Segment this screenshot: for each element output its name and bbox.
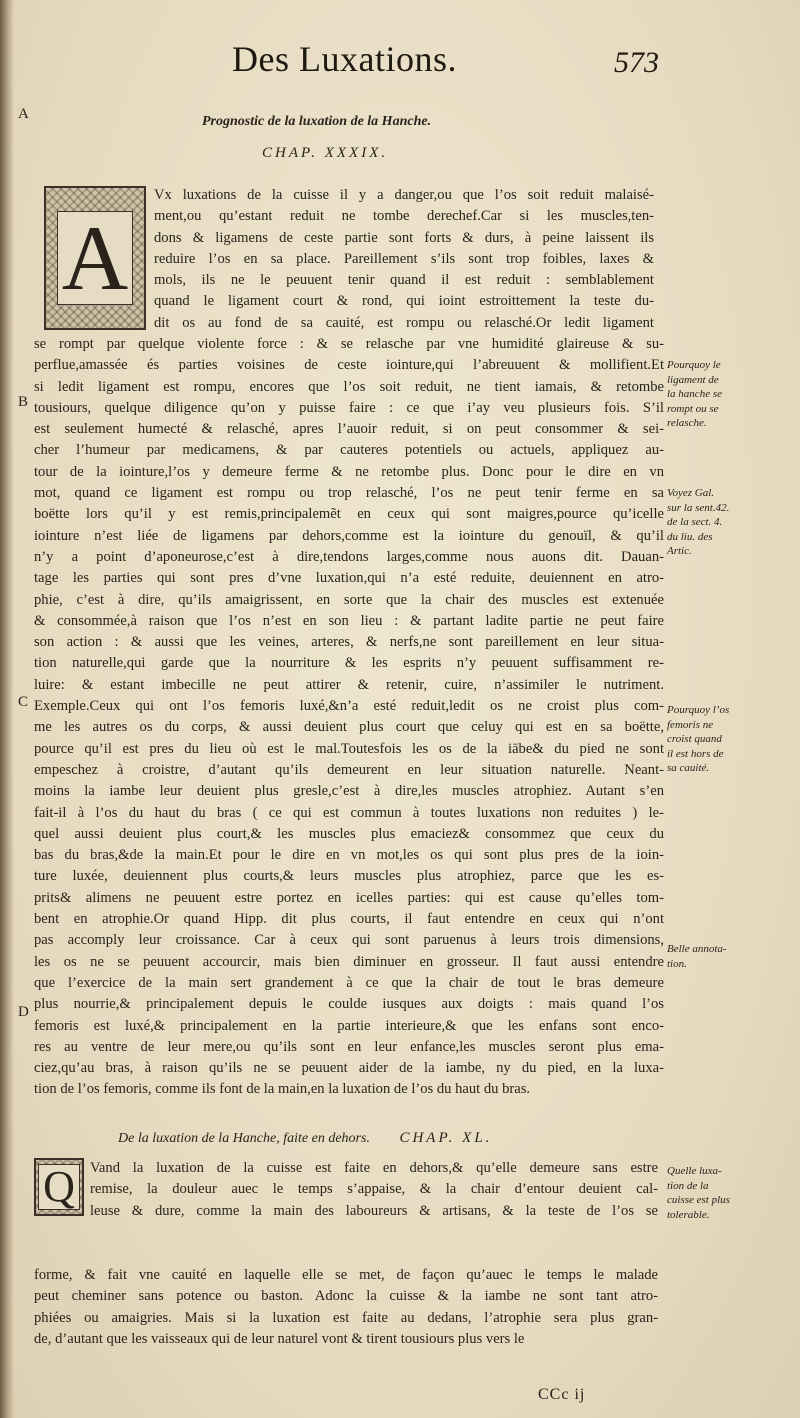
text-line: si ledit ligament est rompu, encores que l’os soit reduit, ne tient iamais, & retombe [34,378,664,395]
text-line: me les autres os du corps, & aussi deuient plus court que celuy qui est en sa boëtte, [34,719,664,736]
text-line: Exemple.Ceux qui ont l’os femoris luxé,&n’a esté reduit,ledit os ne croist plus com- [34,698,664,715]
decorated-initial-2 [34,1158,84,1216]
margin-note-line: croist quand [667,733,722,745]
text-line: quel aussi deuient plus court,& les muscles plus emaciez& consommez que ceux du [34,825,664,842]
text-line: les os ne se peuuent accourcir, mais bien diminuer en grosseur. Il faut aussi entendre [34,953,664,970]
text-line: fait-il à l’os du haut du bras ( ce qui est commun à toutes luxations non reduites ) le- [34,804,664,821]
text-line: peut cheminer sans potence ou baston. Adonc la cuisse & la iambe ne sont tant atro- [34,1288,658,1305]
margin-note [667,358,797,431]
initial-letter: A [57,211,133,305]
text-line: phiées ou amaigries. Mais si la luxation est faite au dedans, l’atrophie sera plus gran- [34,1309,658,1326]
chapter-paragraph-indented [154,185,654,334]
text-line: pource qu’il est pres du lieu où est le mal.Toutesfois les os de la iābe& du pied ne sont [34,740,664,757]
initial-letter-2: Q [38,1164,80,1210]
text-line: n’y a point d’aponeurose,c’est à dire,tendons larges,comme nous auons dit. Dauan- [34,548,664,565]
text-line: tousiours, quelque diligence qu’on y puisse faire : ce que i’ay veu plusieurs fois. S’il [34,399,664,416]
text-line: ment,ou qu’estant reduit ne tombe derechef.Car si les muscles,ten- [154,208,654,225]
text-line: & consommée,à raison que l’os n’est en son lieu : & partant ladite partie ne peut faire [34,612,664,629]
text-line: dit os au fond de sa cauité, est rompu ou relasché.Or ledit ligament [154,314,654,331]
chapter-title-text: De la luxation de la Hanche, faite en dehors. [118,1131,370,1146]
margin-note-line: rompt ou se [667,402,719,415]
text-line: reduire l’os en sa place. Pareillement s’ils sont trop foibles, laxes & [154,250,654,267]
margin-note-line: Voyez Gal. [667,487,715,499]
text-line: pas accomply leur croissance. Car à ceux qui sont paruenus à leurs trois dimensions, [34,932,664,949]
chapter-2-paragraph-indented [90,1158,658,1222]
text-line: tion naturelle,qui garde que la nourriture & les esprits n’y peuuent suffisamment re- [34,655,664,672]
text-line: cher l’humeur par medicamens, & par cauteres potentiels ou actuels, appliquez au- [34,442,664,459]
text-line: bent en atrophie.Or quand Hipp. dit plus courts, il faut entendre en ceux qui n’ont [34,911,664,928]
margin-note-line: il est hors de [667,747,724,760]
text-line: tage les parties qui sont pres d’vne luxation,qui n’a esté reduite, deuiennent en atro- [34,570,664,587]
margin-note-line: sur la sent.42. [667,501,730,514]
margin-note-line: cuisse est plus [667,1194,730,1206]
text-line: remise, la douleur auec le temps s’appaise, & la chair d’entour deuient cal- [90,1181,658,1198]
page-number: 573 [614,46,659,79]
margin-note-line: Pourquoy l’os [667,704,730,716]
chapter-number: CHAP. XXXIX. [262,145,389,161]
text-line: leuse & dure, comme la main des laboureurs & artisans, & la teste de l’os se [90,1202,658,1219]
margin-note [667,942,797,971]
text-line: Vand la luxation de la cuisse est faite en dehors,& qu’elle demeure sans estre [90,1160,658,1176]
text-line: son action : & aussi que les veines, arteres, & nerfs,ne sont pareillement en leur situa- [34,634,664,651]
text-line: perflue,amassée és parties voisines de ceste iointure,qui l’abreuuent & mollifient.Et [34,357,664,374]
text-line: phie, c’est à dire, qu’ils amaigrissent, en sorte que la chair des muscles est extenuée [34,591,664,608]
text-line: dons & ligamens de ceste partie sont forts & durs, à peine laissent ils [154,229,654,246]
text-line: est seulement humecté & relasché, apres l’auoir reduit, si on peut consommer & sei- [34,421,664,438]
text-line: mot, quand ce ligament est rompu ou trop relasché, l’os ne peut tenir ferme en sa [34,485,664,502]
margin-note [667,703,797,776]
text-line: luire: & estant imbecille ne peut attirer & retenir, cuire, n’assimiler le nutriment. [34,676,664,693]
chapter-number-2: CHAP. XL. [399,1130,493,1146]
margin-note-line: la hanche se [667,388,722,400]
text-line: res au ventre de leur mere,ou qu’ils sont en leur enfance,les muscles seront plus ema- [34,1038,664,1055]
margin-note-line: sa cauité. [667,762,710,774]
margin-note-line: ligament de [667,373,719,386]
decorated-initial [44,186,146,330]
chapter-2-paragraph [34,1265,658,1350]
text-line: femoris est luxé,& principalement en la partie interieure,& que les enfans sont enco- [34,1017,664,1034]
text-line: iointure n’est liée de ligamens par dehors,comme est la iointure du genouïl, & qu’il [34,527,664,544]
margin-note-line: femoris ne [667,718,714,731]
text-line: ciez,qu’au bras, à raison qu’ils ne se peuuent aider de la iambe, ny du pied, en la luxa- [34,1060,664,1077]
text-line: bas du bras,&de la main.Et pour le dire en vn mot,les os qui sont plus pres de la ioin- [34,847,664,864]
text-line: de, d’autant que les vaisseaux qui de leur naturel vont & tirent tousiours plus vers le [34,1330,525,1347]
text-line: prits& alimens ne peuuent estre portez en icelles parties: qui est cause qu’elles tom- [34,889,664,906]
text-line: quand le ligament court & rond, qui ioint estroittement la teste du- [154,293,654,310]
text-line: empeschez à croistre, d’autant qu’ils demeurent en leur situation naturelle. Neant- [34,761,664,778]
section-marker-a: A [18,106,29,122]
page-gutter [0,0,14,1418]
chapter-title: Prognostic de la luxation de la Hanche. [202,114,432,129]
chapter-paragraph [34,334,664,1101]
text-line: forme, & fait vne cauité en laquelle elle se met, de façon qu’auec le temps le malade [34,1267,658,1283]
text-line: que l’exercice de la main sert grandement à ce que la chair de tout le bras demeure [34,974,664,991]
signature-mark: CCc ij [538,1386,586,1403]
running-head: Des Luxations. [232,39,457,79]
text-line: boëtte lors qu’il y est remis,principalemẽt en ceux qui sont maigres,pource qu’icelle [34,506,664,523]
text-line: ture luxée, deuiennent plus courts,& leurs muscles plus atrophiez, parce que les es- [34,868,664,885]
section-marker-c: C [18,694,29,710]
margin-note-line: du liu. des [667,530,713,543]
section-marker-b: B [18,394,29,410]
margin-note-line: Belle annota- [667,943,727,955]
text-line: Vx luxations de la cuisse il y a danger,ou que l’os soit reduit malaisé- [154,187,654,203]
margin-note-line: Quelle luxa- [667,1165,722,1177]
margin-note [667,486,797,559]
margin-note-line: tolerable. [667,1208,710,1221]
margin-note-line: de la sect. 4. [667,516,723,528]
margin-note-line: Pourquoy le [667,359,721,371]
margin-note-line: tion. [667,957,687,970]
margin-note [667,1164,797,1222]
text-line: se rompt par quelque violente force : & se relasche par vne humidité glaireuse & su- [34,336,664,352]
margin-note-line: Artic. [667,545,692,557]
chapter-title-2 [118,1130,492,1147]
section-marker-d: D [18,1004,29,1020]
text-line: tour de la iointure,l’os y demeure ferme & ne retombe plus. Donc pour le dire en vn [34,463,664,480]
text-line: tion de l’os femoris, comme ils font de la main,en la luxation de l’os du haut du bras. [34,1081,531,1098]
margin-note-line: relasche. [667,417,707,429]
text-line: moins la iambe leur deuient plus gresle,c’est à dire,les muscles atrophiez. Autant s’en [34,783,664,800]
text-line: plus nourrie,& principalement depuis le coulde iusques aux doigts : mais quand l’os [34,996,664,1013]
margin-note-line: tion de la [667,1179,709,1192]
text-line: mols, ils ne le peuuent tenir quand il est reduit : semblablement [154,272,654,289]
